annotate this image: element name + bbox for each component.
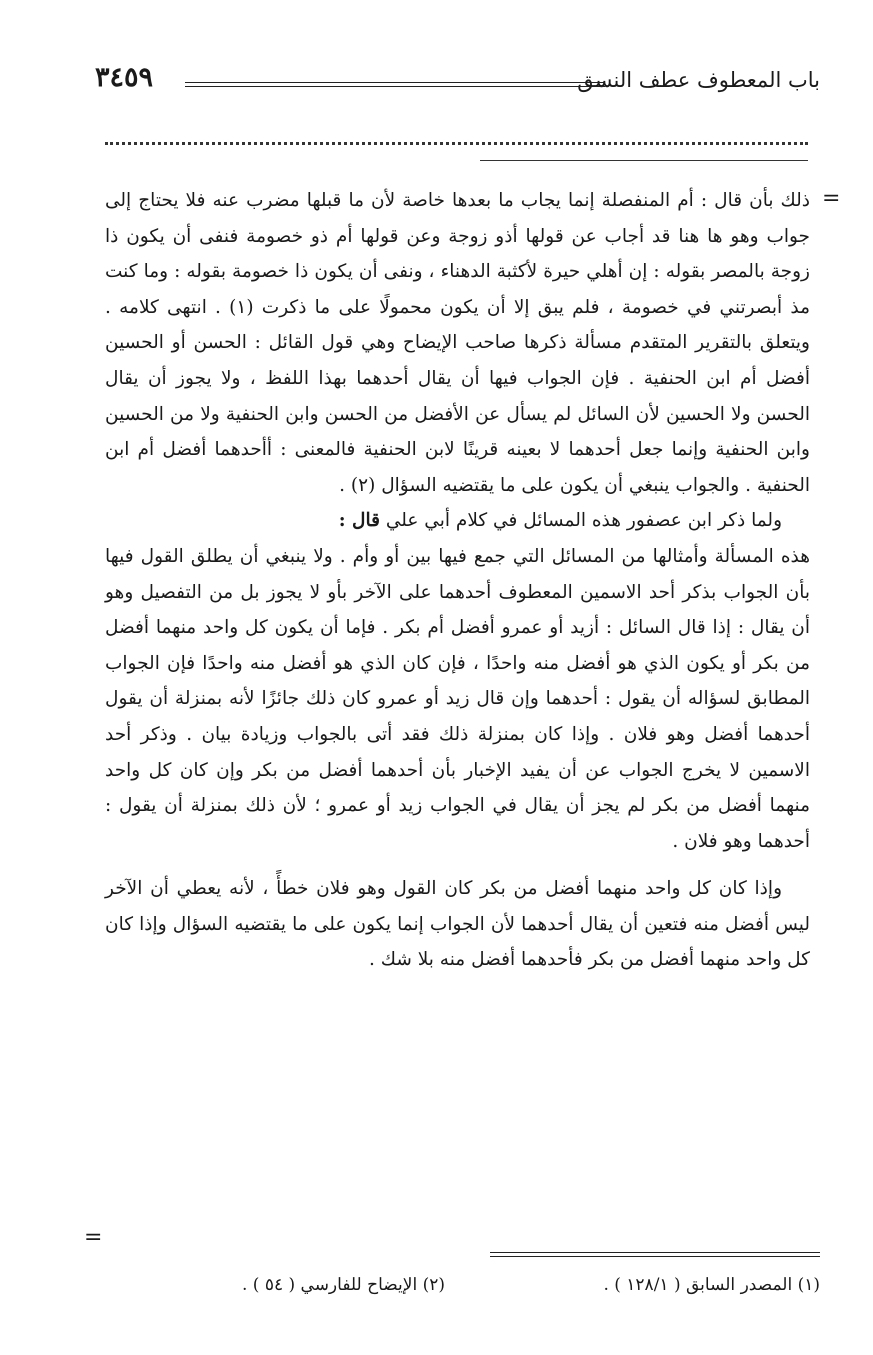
header-double-rule <box>185 82 605 87</box>
footnotes <box>100 1275 820 1305</box>
paragraph-intro <box>105 503 810 539</box>
footnote-rule <box>490 1252 820 1257</box>
continuation-mark-bottom: = <box>84 1225 103 1250</box>
quote-opening: قال : <box>338 510 380 532</box>
paragraph-continued: ذلك بأن قال : أم المنفصلة إنما يجاب ما بعدها خاصة لأن ما قبلها مضرب عنه فلا يحتاج إلى جواب وهو ها هنا قد أجاب عن قولها أذو زوجة وعن قولها أم ذو خصومة فنفى أن يكون ذا زوجة بالمصر بقوله : إن أهلي حيرة لأكثبة الدهناء ، ونفى أن يكون ذا خصومة بقوله : وما كنت مذ أبصرتني في خصومة ، فلم يبق إلا أن يكون محمولًا على ما ذكرت (١) . انتهى كلامه . ويتعلق بالتقرير المتقدم مسألة ذكرها صاحب الإيضاح وهي قول القائل : الحسن أو الحسين أفضل أم ابن الحنفية . فإن الجواب فيها أن يقال أحدهما بهذا اللفظ ، ولا يجوز أن يقال الحسن ولا الحسين لأن السائل لم يسأل عن الأفضل من الحسن وابن الحنفية ولا من الحسين وابن الحنفية وإنما جعل أحدهما لا بعينه قرينًا لابن الحنفية فالمعنى : أأحدهما أفضل أم ابن الحنفية . والجواب ينبغي أن يكون على ما يقتضيه السؤال (٢) . <box>105 190 810 496</box>
main-text <box>105 183 810 978</box>
footnote-1: (١) المصدر السابق ( ١٢٨/١ ) . <box>603 1275 820 1295</box>
paragraph-quote: هذه المسألة وأمثالها من المسائل التي جمع فيها بين أو وأم . ولا ينبغي أن يطلق القول فيها بأن الجواب بذكر أحد الاسمين المعطوف أحدهما على الآخر بأو لا يجوز بل من التفصيل وهو أن يقال : إذا قال السائل : أزيد أو عمرو أفضل أم بكر . فإما أن يكون كل واحد منهما أفضل من بكر أو يكون الذي هو أفضل منه واحدًا ، فإن كان الذي هو أفضل منه واحدًا فإن الجواب المطابق لسؤاله أن يقول : أحدهما وإن قال زيد أو عمرو كان ذلك جائزًا لأنه بمنزلة أن يقول أحدهما أفضل وهو فلان . وإذا كان بمنزلة ذلك فقد أتى بالجواب وزيادة بيان . وذكر أحد الاسمين لا يخرج الجواب عن أن يفيد الإخبار بأن أحدهما أفضل من بكر وإن كان كل واحد منهما أفضل من بكر لم يجز أن يقال في الجواب زيد أو عمرو ؛ لأن ذلك بمنزلة أن يقول : أحدهما وهو فلان . <box>105 545 810 852</box>
page-number: ٣٤٥٩ <box>95 62 154 93</box>
continuation-rule <box>480 160 808 161</box>
dotted-separator <box>105 142 808 145</box>
footnote-2: (٢) الإيضاح للفارسي ( ٥٤ ) . <box>241 1275 445 1295</box>
running-header <box>95 60 820 100</box>
continuation-mark-top: = <box>822 186 841 211</box>
intro-text: ولما ذكر ابن عصفور هذه المسائل في كلام أبي علي <box>385 510 782 532</box>
chapter-title: باب المعطوف عطف النسق <box>577 68 820 92</box>
paragraph-conclusion: وإذا كان كل واحد منهما أفضل من بكر كان القول وهو فلان خطأً ، لأنه يعطي أن الآخر ليس أفضل منه فتعين أن يقال أحدهما لأن الجواب إنما يكون على ما يقتضيه السؤال وإذا كان كل واحد منهما أفضل من بكر فأحدهما أفضل منه بلا شك . <box>105 878 810 971</box>
